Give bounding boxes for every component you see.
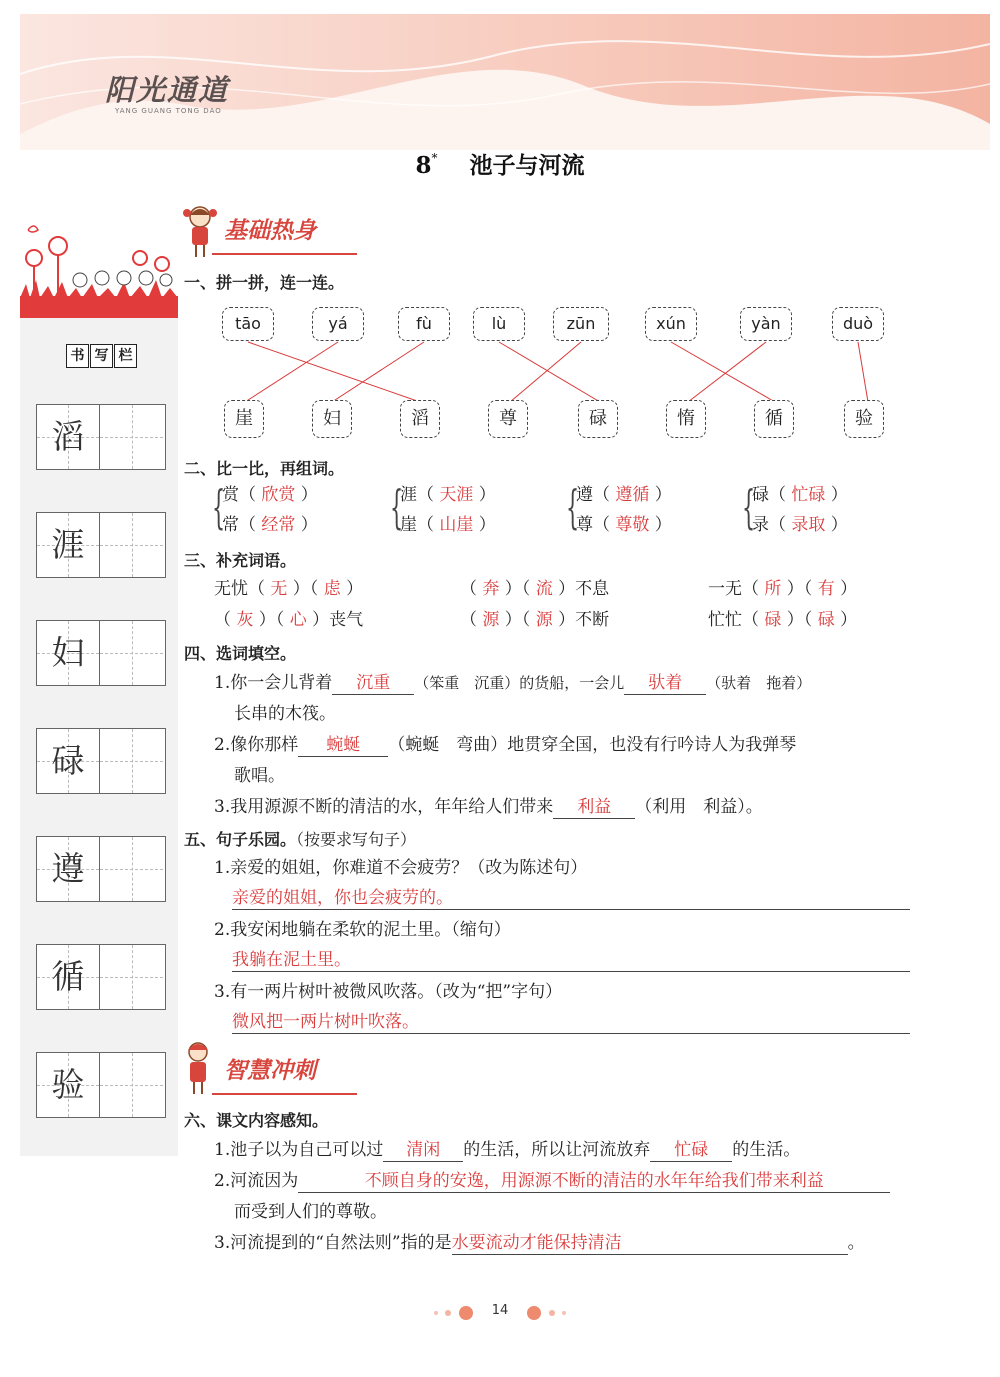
answer: 忙碌 xyxy=(791,485,826,505)
answer-blank: 水要流动才能保持清洁 xyxy=(452,1232,848,1255)
sentence: 3.河流提到的“自然法则”指的是水要流动才能保持清洁 。 xyxy=(214,1233,865,1253)
sentence: 2.像你那样 蜿蜒 （蜿蜒 弯曲）地贯穿全国，也没有行吟诗人为我弹琴 xyxy=(214,735,797,755)
hanzi-box: 尊 xyxy=(488,400,528,438)
answer-blank: 利益 xyxy=(553,796,635,819)
boy-icon xyxy=(180,1040,216,1096)
sentence: 1.池子以为自己可以过 清闲 的生活，所以让河流放弃 忙碌 的生活。 xyxy=(214,1140,801,1160)
sentence: 1.你一会儿背着 沉重 （笨重 沉重）的货船，一会儿 驮着 （驮着 拖着） xyxy=(214,673,812,693)
writing-column-label xyxy=(66,344,137,368)
section-title-warmup: 基础热身 xyxy=(224,218,316,244)
brace: { xyxy=(390,480,404,534)
compare-row: 赏（ 欣赏 ） xyxy=(222,485,318,505)
pinyin-box: yàn xyxy=(740,307,792,341)
q1-heading: 一、拼一拼，连一连。 xyxy=(184,273,345,292)
sentence: 2.河流因为 不顾自身的安逸，用源源不断的清洁的水年年给我们带来利益 xyxy=(214,1170,890,1193)
matching-lines xyxy=(180,340,920,406)
sentence: 1.亲爱的姐姐，你难道不会疲劳？（改为陈述句） xyxy=(214,858,588,878)
practice-char: 涯 xyxy=(51,525,85,564)
answer-blank: 蜿蜒 xyxy=(298,734,388,757)
lesson-mark: * xyxy=(431,151,438,166)
compare-row: 常（ 经常 ） xyxy=(222,515,318,535)
idiom: 无忧（ 无 ）（ 虑 ） xyxy=(214,579,364,599)
answer-blank: 不顾自身的安逸，用源源不断的清洁的水年年给我们带来利益 xyxy=(298,1170,890,1193)
brace: { xyxy=(212,480,226,534)
answer: 尊敬 xyxy=(615,515,650,535)
pinyin-box: xún xyxy=(645,307,697,341)
practice-char: 碌 xyxy=(51,741,85,780)
sentence-cont: 歌唱。 xyxy=(234,766,285,786)
idiom: 忙忙（ 碌 ）（ 碌 ） xyxy=(708,610,858,630)
hanzi-box: 妇 xyxy=(312,400,352,438)
hanzi-box: 滔 xyxy=(400,400,440,438)
lesson-name: 池子与河流 xyxy=(469,152,585,179)
hanzi-box: 崖 xyxy=(224,400,264,438)
hanzi-box: 惰 xyxy=(666,400,706,438)
section-title-challenge: 智慧冲刺 xyxy=(224,1058,316,1084)
idiom: （ 奔 ）（ 流 ）不息 xyxy=(460,579,610,599)
girl-icon xyxy=(180,203,220,259)
practice-char: 滔 xyxy=(51,417,85,456)
sentence: 3.我用源源不断的清洁的水，年年给人们带来 利益 （利用 利益）。 xyxy=(214,797,763,817)
practice-char: 遵 xyxy=(51,849,85,888)
hanzi-box: 循 xyxy=(754,400,794,438)
practice-char: 验 xyxy=(51,1065,85,1104)
writing-grid xyxy=(36,836,166,902)
compare-row: 碌（ 忙碌 ） xyxy=(752,485,848,505)
practice-char: 循 xyxy=(51,957,85,996)
compare-row: 涯（ 天涯 ） xyxy=(400,485,496,505)
answer: 天涯 xyxy=(439,485,474,505)
brand-logo: 阳光通道 xyxy=(105,73,230,107)
idiom: （ 源 ）（ 源 ）不断 xyxy=(460,610,610,630)
page-number: 14 xyxy=(491,1303,509,1318)
sentence-cont: 长串的木筏。 xyxy=(234,704,336,724)
answer-blank: 忙碌 xyxy=(650,1139,732,1162)
label-char: 书 xyxy=(66,344,89,368)
sentence: 2.我安闲地躺在柔软的泥土里。（缩句） xyxy=(214,920,511,940)
label-char: 写 xyxy=(90,344,113,368)
answer-blank: 沉重 xyxy=(332,672,414,695)
answer-line: 我躺在泥土里。 xyxy=(232,949,910,972)
compare-row: 崖（ 山崖 ） xyxy=(400,515,496,535)
answer-blank: 清闲 xyxy=(383,1139,463,1162)
q6-heading: 六、课文内容感知。 xyxy=(184,1111,329,1130)
q5-heading: 五、句子乐园。（按要求写句子） xyxy=(184,830,417,849)
lesson-number: 8 xyxy=(415,152,432,179)
compare-row: 尊（ 尊敬 ） xyxy=(576,515,672,535)
kids-flowers-illustration xyxy=(20,218,178,320)
sentence: 3.有一两片树叶被微风吹落。（改为“把”字句） xyxy=(214,982,563,1002)
pinyin-box: zūn xyxy=(553,307,609,341)
label-char: 栏 xyxy=(114,344,137,368)
compare-row: 录（ 录取 ） xyxy=(752,515,848,535)
answer: 山崖 xyxy=(439,515,474,535)
idiom: （ 灰 ）（ 心 ）丧气 xyxy=(214,610,364,630)
sentence-cont: 而受到人们的尊敬。 xyxy=(234,1202,387,1222)
q4-heading: 四、选词填空。 xyxy=(184,644,297,663)
section-underline xyxy=(212,1093,357,1095)
answer: 经常 xyxy=(261,515,296,535)
writing-grid xyxy=(36,728,166,794)
writing-grid xyxy=(36,620,166,686)
writing-grid xyxy=(36,944,166,1010)
section-underline xyxy=(212,253,357,255)
idiom: 一无（ 所 ）（ 有 ） xyxy=(708,579,858,599)
writing-grid xyxy=(36,512,166,578)
pinyin-box: yá xyxy=(312,307,364,341)
answer: 欣赏 xyxy=(261,485,296,505)
hanzi-box: 验 xyxy=(844,400,884,438)
pinyin-box: duò xyxy=(832,307,884,341)
answer: 录取 xyxy=(791,515,826,535)
lesson-title xyxy=(0,147,1000,180)
answer: 遵循 xyxy=(615,485,650,505)
q2-heading: 二、比一比，再组词。 xyxy=(184,459,345,478)
writing-grid xyxy=(36,1052,166,1118)
pinyin-box: lù xyxy=(473,307,525,341)
answer-line: 微风把一两片树叶吹落。 xyxy=(232,1011,910,1034)
pinyin-box: fù xyxy=(398,307,450,341)
answer-blank: 驮着 xyxy=(624,672,706,695)
hanzi-box: 碌 xyxy=(578,400,618,438)
answer-line: 亲爱的姐姐，你也会疲劳的。 xyxy=(232,887,910,910)
brand-subtitle: YANG GUANG TONG DAO xyxy=(115,107,222,115)
brace: { xyxy=(566,480,580,534)
pinyin-box: tāo xyxy=(222,307,274,341)
q3-heading: 三、补充词语。 xyxy=(184,551,297,570)
writing-grid xyxy=(36,404,166,470)
practice-char: 妇 xyxy=(51,633,85,672)
compare-row: 遵（ 遵循 ） xyxy=(576,485,672,505)
brace: { xyxy=(742,480,756,534)
